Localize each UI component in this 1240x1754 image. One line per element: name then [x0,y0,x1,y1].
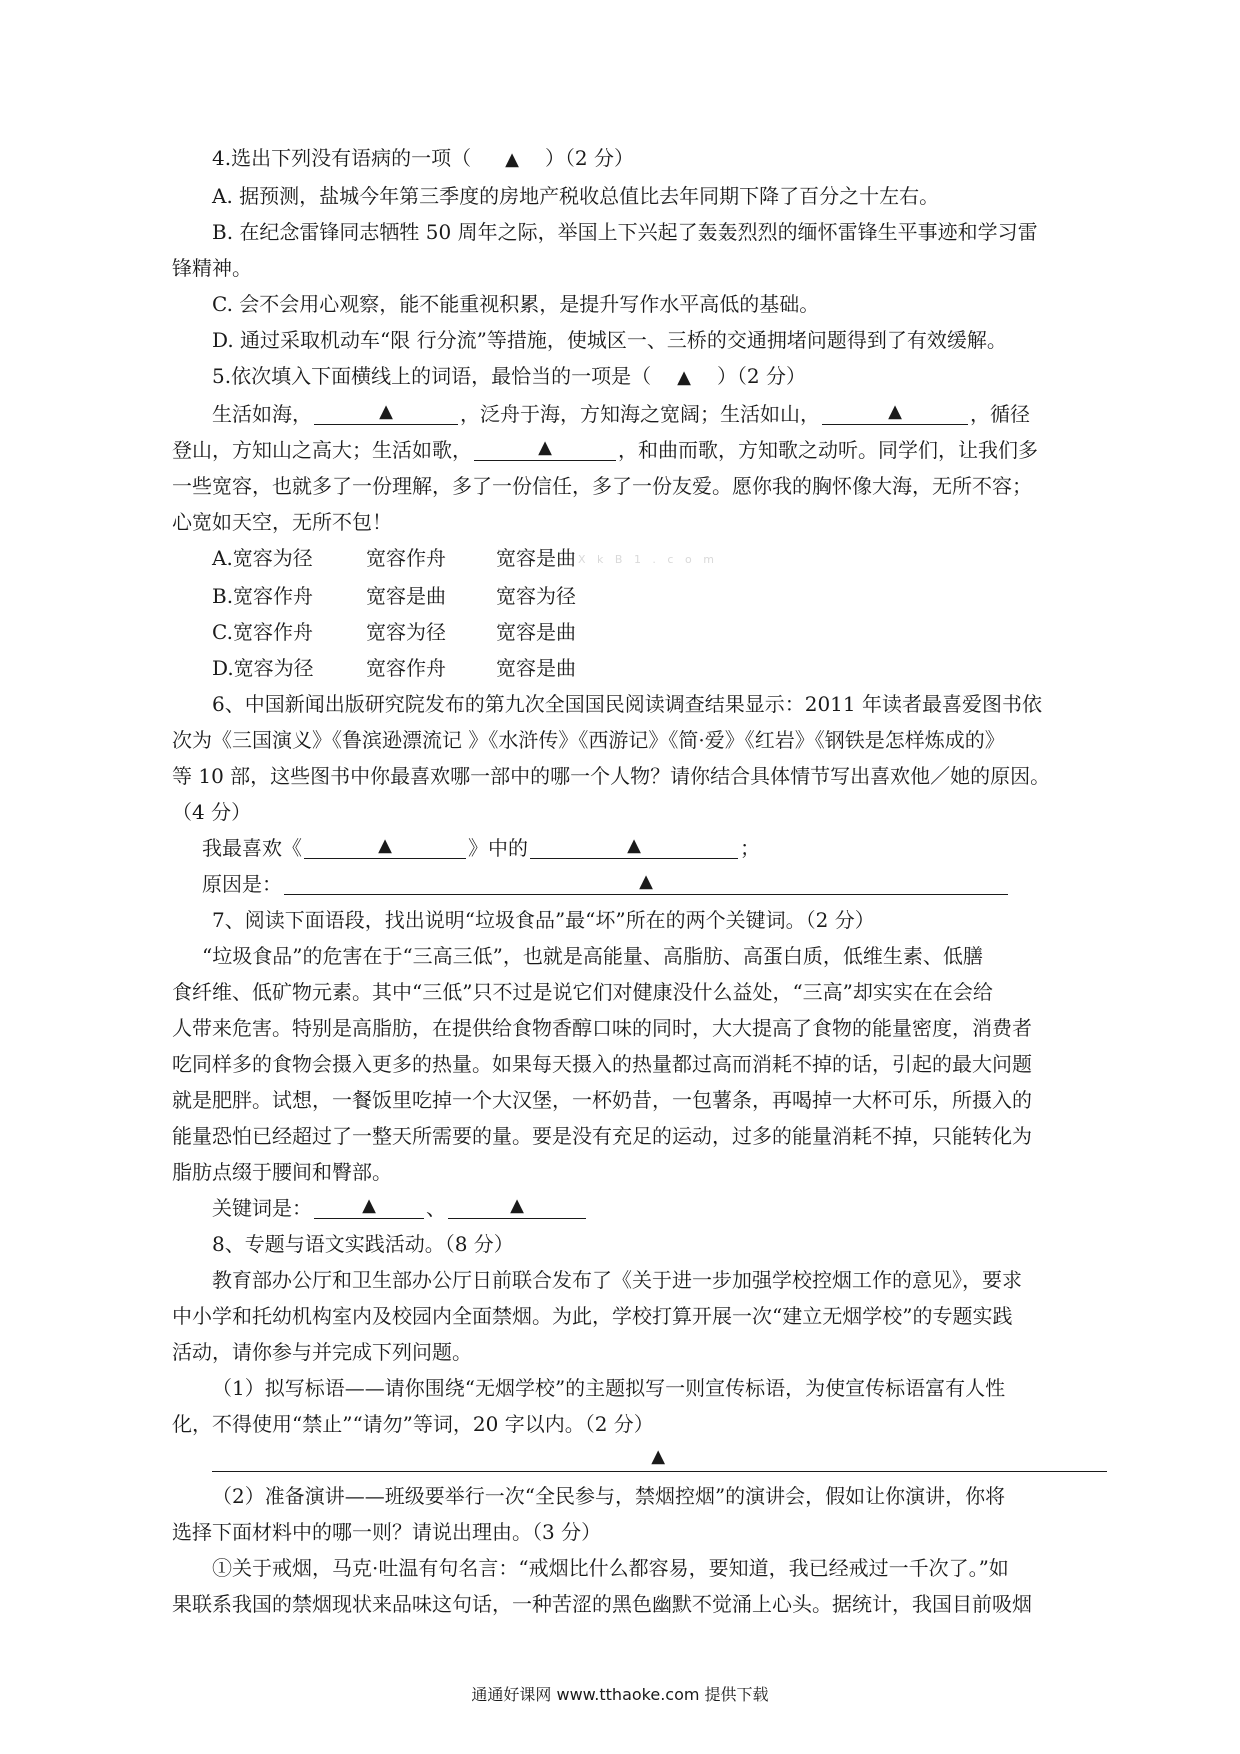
option-cell: 宽容是曲 [496,655,576,680]
option-cell: B.宽容作舟 [212,583,314,608]
answer-mark: ▲ [677,367,691,388]
slogan-answer-line[interactable] [172,1442,1107,1478]
q5-option-row [172,578,1107,614]
reason-blank[interactable] [284,870,1008,895]
q8-material-1-line-2: 果联系我国的禁烟现状来品味这句话，一种苦涩的黑色幽默不觉涌上心头。据统计，我国目前吸烟 [172,1591,1032,1616]
q7-passage-line-3: 人带来危害。特别是高脂肪，在提供给食物香醇口味的同时，大大提高了食物的能量密度，消费者 [172,1015,1032,1040]
q5-option-row [172,614,1107,650]
blank-mark: ▲ [538,437,552,458]
blank-mark: ▲ [639,870,653,892]
q8-sub2-line-2: 选择下面材料中的哪一则？请说出理由。（3 分） [172,1519,602,1544]
answer-blank[interactable] [314,400,458,425]
blank-mark: ▲ [888,401,902,422]
keyword-blank[interactable] [314,1194,424,1219]
q6-favorite-line [172,830,1107,866]
q5-passage-line-1 [172,396,1107,432]
q6-stem-line-2: 次为《三国演义》《鲁滨逊漂流记 》《水浒传》《西游记》《简·爱》《红岩》《钢铁是怎样炼成的》 [172,727,1005,752]
option-cell: A.宽容为径 [212,546,313,570]
q8-sub1-line-1: （1）拟写标语——请你围绕“无烟学校”的主题拟写一则宣传标语，为使宣传标语富有人性 [212,1375,1006,1400]
q4-stem-text: 4.选出下列没有语病的一项（ [212,146,472,170]
prompt-text: 》中的 [468,835,528,860]
q4-option-a: A. 据预测，盐城今年第三季度的房地产税收总值比去年同期下降了百分之十左右。 [212,184,940,208]
q7-passage-line-6: 能量恐怕已经超过了一整天所需要的量。要是没有充足的运动，过多的能量消耗不掉，只能转化为 [172,1123,1032,1148]
q6-stem-line-3: 等 10 部，这些图书中你最喜欢哪一部中的哪一个人物？请你结合具体情节写出喜欢他／她的原因。 [172,763,1051,788]
passage-text: ，泛舟于海，方知海之宽阔；生活如山， [460,402,820,426]
option-cell: D.宽容为径 [212,655,314,680]
option-cell: 宽容是曲 [496,619,576,644]
option-cell: 宽容为径 [366,619,446,644]
q7-passage-line-7: 脂肪点缀于腰间和臀部。 [172,1159,392,1184]
answer-blank[interactable] [822,400,968,425]
blank-mark: ▲ [362,1194,376,1216]
q8-stem: 8、专题与语文实践活动。（8 分） [212,1231,514,1256]
q5-option-row [172,540,1107,578]
character-blank[interactable] [530,834,738,859]
keyword-blank[interactable] [448,1194,586,1219]
q8-intro-line-3: 活动，请你参与并完成下列问题。 [172,1339,472,1364]
q5-option-row [172,650,1107,686]
prompt-text: 关键词是： [212,1195,312,1220]
prompt-text: 原因是： [202,871,282,896]
q8-material-1-line-1: ①关于戒烟，马克·吐温有句名言：“戒烟比什么都容易，要知道，我已经戒过一千次了。”如 [212,1555,1009,1580]
q8-intro-line-2: 中小学和托幼机构室内及校园内全面禁烟。为此，学校打算开展一次“建立无烟学校”的专题实践 [172,1303,1013,1328]
answer-blank[interactable] [474,436,616,461]
passage-text: ，循径 [970,402,1030,426]
watermark-text: X k B 1 . c o m [578,552,718,566]
option-cell: 宽容是曲 [366,583,446,608]
blank-mark: ▲ [510,1194,524,1216]
q5-stem-end: ）（2 分） [716,364,807,388]
q5-passage-line-2 [172,432,1107,468]
prompt-text: ； [740,835,760,860]
q4-option-d: D. 通过采取机动车“限 行分流”等措施，使城区一、三桥的交通拥堵问题得到了有效缓解。 [212,328,1007,352]
prompt-text: 我最喜欢《 [202,835,302,860]
page-content [172,140,1107,1622]
option-cell: 宽容是曲 [496,546,576,570]
q6-stem-line-1: 6、中国新闻出版研究院发布的第九次全国国民阅读调查结果显示：2011 年读者最喜爱图书依 [212,691,1042,716]
blank-mark: ▲ [627,834,641,856]
answer-mark: ▲ [505,149,519,170]
q4-option-b: B. 在纪念雷锋同志牺牲 50 周年之际，举国上下兴起了轰轰烈烈的缅怀雷锋生平事迹和学习雷 [212,220,1038,244]
page-footer: 通通好课网 www.tthaoke.com 提供下载 [471,1685,769,1704]
q4-stem-end: ）（2 分） [544,146,635,170]
q8-sub1-line-2: 化，不得使用“禁止”“请勿”等词，20 字以内。（2 分） [172,1411,654,1436]
blank-mark: ▲ [378,834,392,856]
q4-stem [172,140,1107,178]
q7-passage-line-5: 就是肥胖。试想，一餐饭里吃掉一个大汉堡，一杯奶昔，一包薯条，再喝掉一大杯可乐，所摄入的 [172,1087,1032,1112]
option-cell: C.宽容作舟 [212,619,313,644]
q5-passage-line-4: 心宽如天空，无所不包！ [172,510,392,534]
q6-reason-line [172,866,1107,902]
q8-intro-line-1: 教育部办公厅和卫生部办公厅日前联合发布了《关于进一步加强学校控烟工作的意见》，要求 [212,1267,1022,1292]
passage-text: 登山，方知山之高大；生活如歌， [172,438,472,462]
option-cell: 宽容作舟 [366,655,446,680]
q7-stem: 7、阅读下面语段，找出说明“垃圾食品”最“坏”所在的两个关键词。（2 分） [212,907,875,932]
q5-stem [172,358,1107,396]
q4-option-b-cont: 锋精神。 [172,256,252,280]
passage-text: 生活如海， [212,402,312,426]
q6-stem-line-4: （4 分） [172,799,252,824]
option-cell: 宽容作舟 [366,546,446,570]
q4-option-c: C. 会不会用心观察，能不能重视积累，是提升写作水平高低的基础。 [212,292,820,316]
separator-text: 、 [426,1195,446,1220]
book-blank[interactable] [304,834,466,859]
q7-passage-line-2: 食纤维、低矿物元素。其中“三低”只不过是说它们对健康没什么益处，“三高”却实实在在会给 [172,979,993,1004]
blank-mark: ▲ [651,1445,666,1467]
blank-mark: ▲ [379,401,393,422]
q7-passage-line-4: 吃同样多的食物会摄入更多的热量。如果每天摄入的热量都过高而消耗不掉的话，引起的最大问题 [172,1051,1032,1076]
q7-passage-line-1: “垃圾食品”的危害在于“三高三低”，也就是高能量、高脂肪、高蛋白质，低维生素、低膳 [202,943,983,968]
answer-rule [212,1471,1107,1472]
passage-text: ，和曲而歌，方知歌之动听。同学们，让我们多 [618,438,1038,462]
q7-keyword-line [172,1190,1107,1226]
option-cell: 宽容为径 [496,583,576,608]
q5-stem-text: 5.依次填入下面横线上的词语，最恰当的一项是（ [212,364,652,388]
q8-sub2-line-1: （2）准备演讲——班级要举行一次“全民参与，禁烟控烟”的演讲会，假如让你演讲，你将 [212,1483,1006,1508]
q5-passage-line-3: 一些宽容，也就多了一份理解，多了一份信任，多了一份友爱。愿你我的胸怀像大海，无所不容； [172,474,1032,498]
